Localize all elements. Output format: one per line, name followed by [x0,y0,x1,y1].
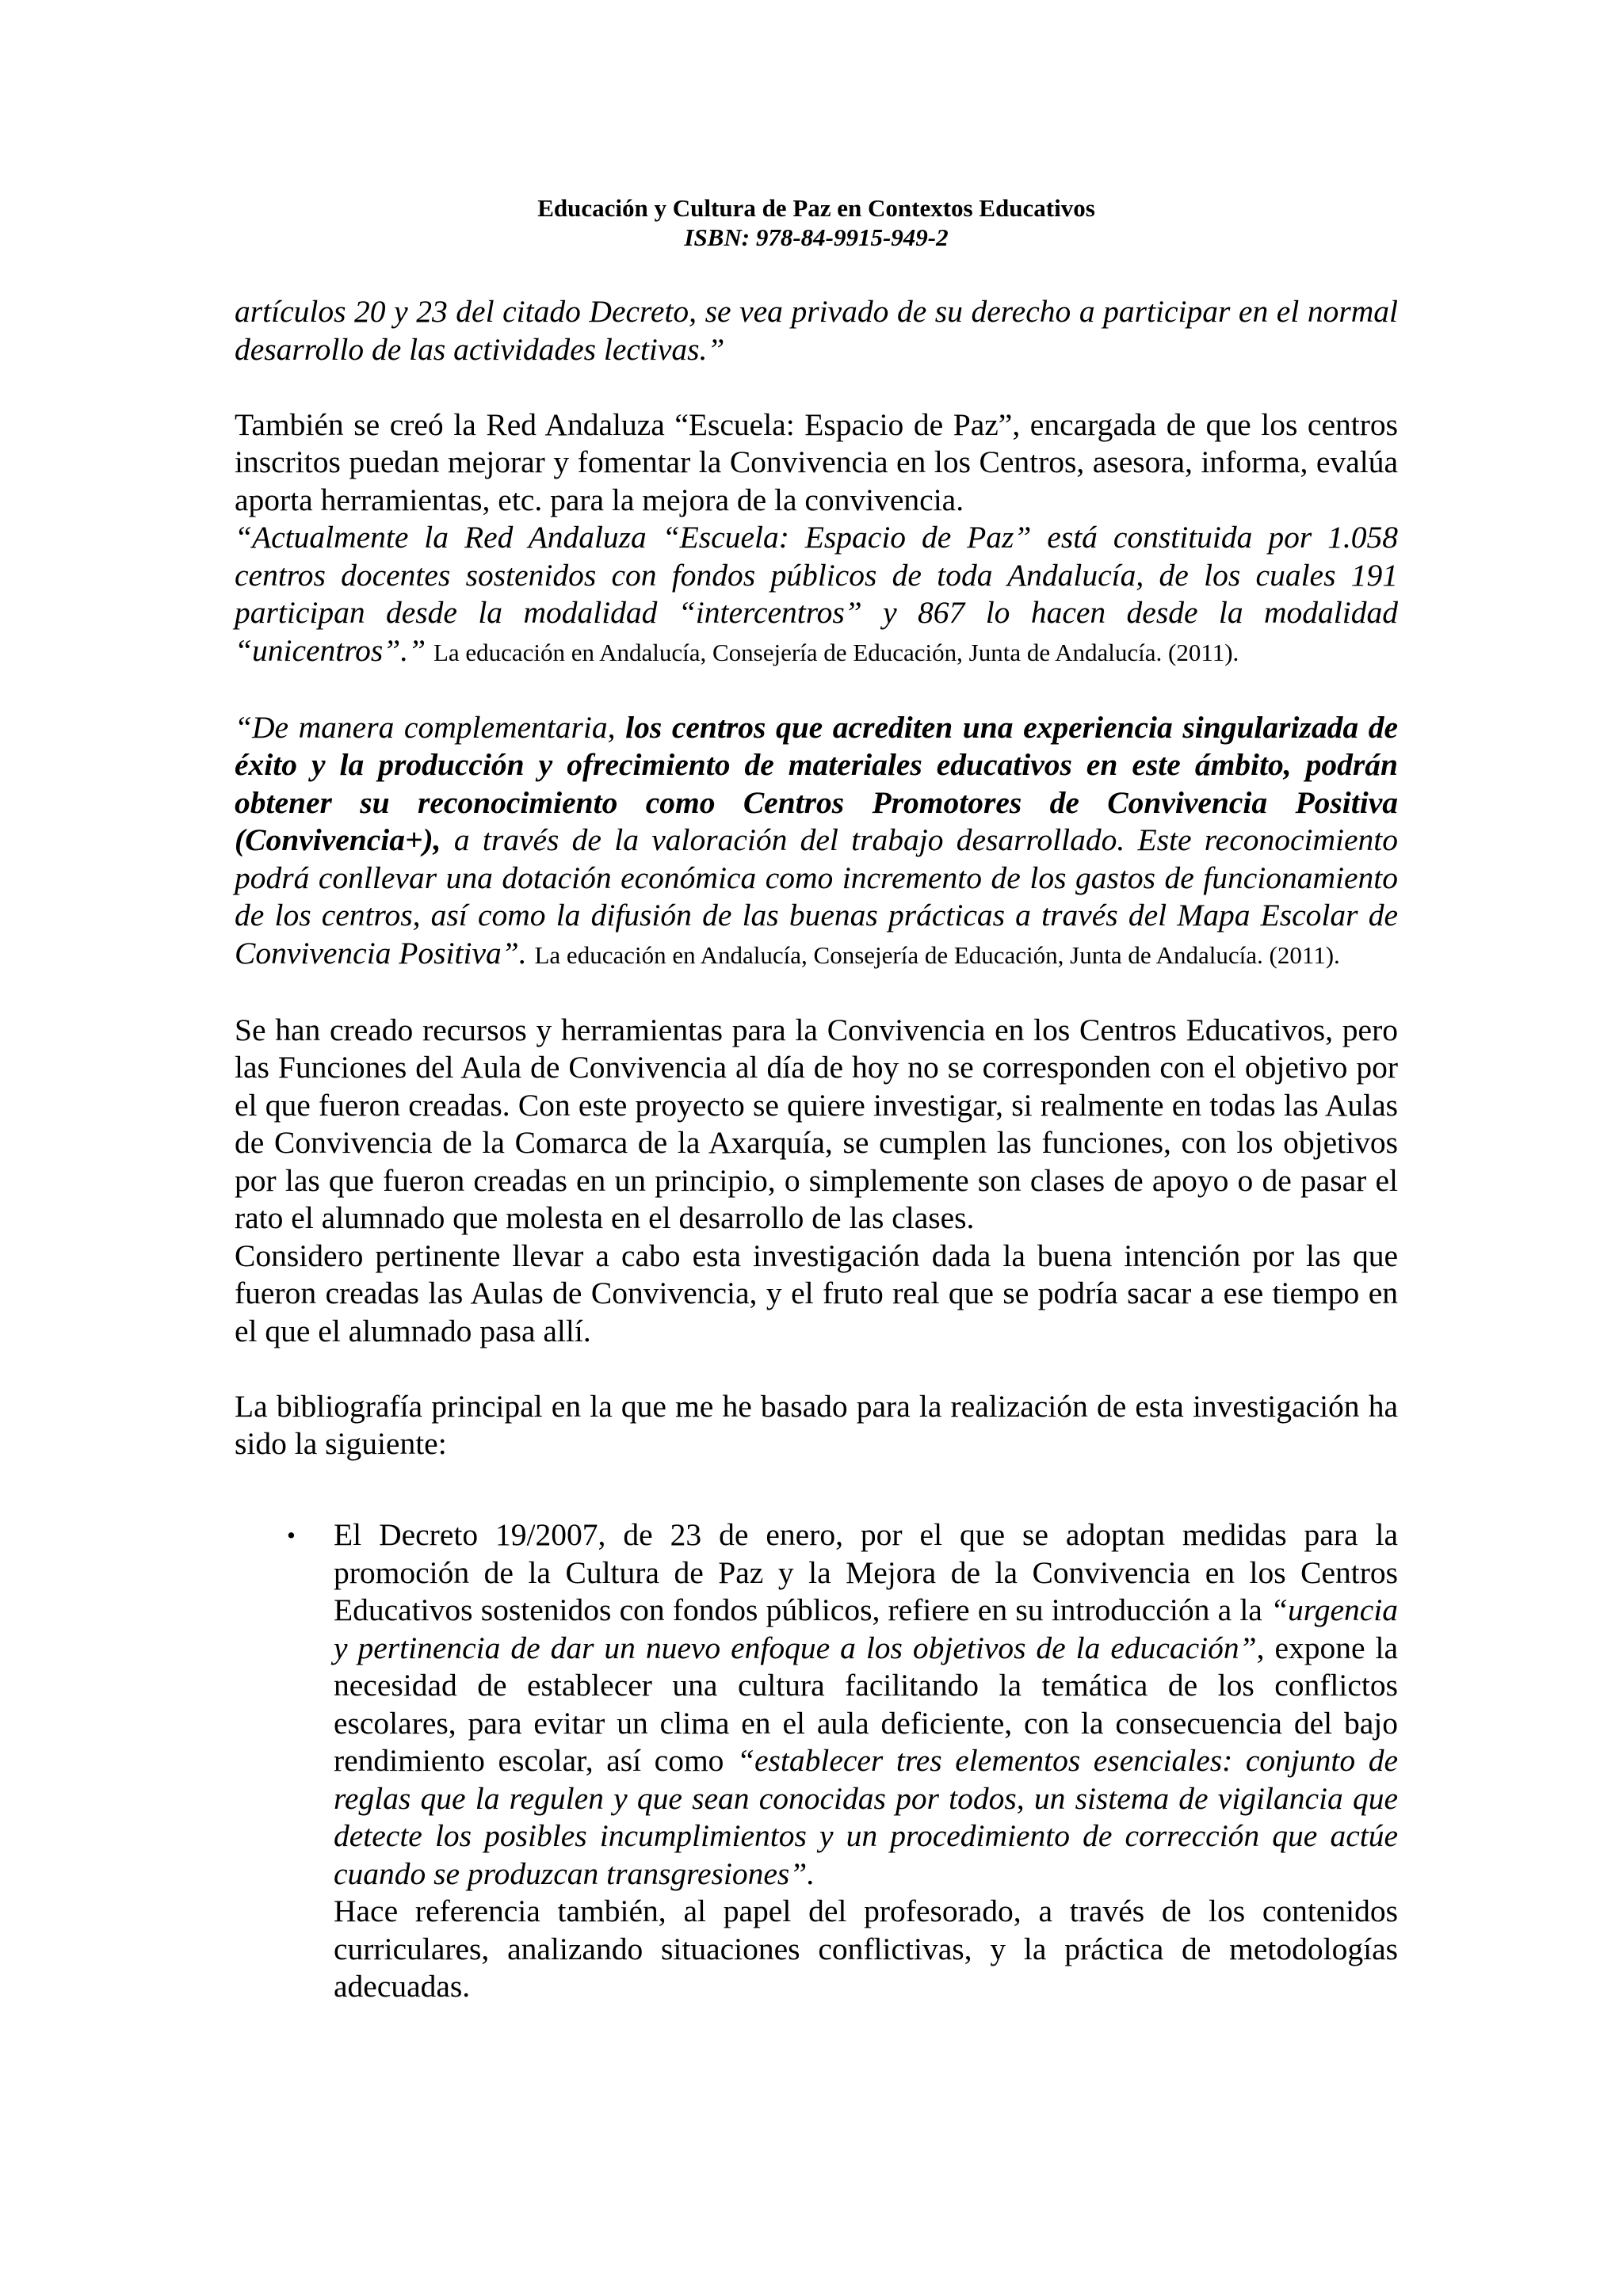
quote-intro: “De manera complementaria, [235,709,616,745]
header-title: Educación y Cultura de Paz en Contextos Educativos [537,194,1095,222]
list-item-text: El Decreto 19/2007, de 23 de enero, por el que se adoptan medidas para la promoción de la Cultura de Paz y la Mejora de la Convivencia en los Centros Educativos sostenidos con fondos públicos, refiere en su introducción a la [334,1517,1398,1627]
paragraph-bibliography-intro: La bibliografía principal en la que me he basado para la realización de esta investigación ha sido la siguiente: [235,1388,1398,1461]
quote-continuation: a través de la valoración del trabajo desarrollado. Este reconocimiento podrá conllevar una dotación económica como incremento de los gastos de funcionamiento de los centros, así como la difusión de las buenas prácticas a través del Mapa Escolar de Convivencia Positiva”. [235,822,1399,971]
bullet-icon: • [287,1521,296,1549]
list-item-text: , expone la necesidad de establecer una cultura facilitando la temática de los conflictos escolares, para evitar un clima en el aula deficiente, con la consecuencia del bajo rendimiento escolar, así como [334,1630,1398,1778]
list-item-continuation: Hace referencia también, al papel del profesorado, a través de los contenidos curriculares, analizando situaciones conflictivas, y la práctica de metodologías adecuadas. [334,1894,1398,2004]
paragraph-convivencia-positiva [235,709,1398,974]
header-isbn: ISBN: 978-84-9915-949-2 [684,223,949,251]
paragraph-project-purpose: Se han creado recursos y herramientas para la Convivencia en los Centros Educativos, pero las Funciones del Aula de Convivencia al día de hoy no se corresponden con el objetivo por el que fueron creadas. Con este proyecto se quiere investigar, si realmente en todas las Aulas de Convivencia de la Comarca de la Axarquía, se cumplen las funciones, con los objetivos por las que fueron creadas en un principio, o simplemente son clases de apoyo o de pasar el rato el alumnado que molesta en el desarrollo de las clases. [235,1012,1398,1235]
bibliography-list [235,1516,1398,2006]
paragraph-pertinence: Considero pertinente llevar a cabo esta investigación dada la buena intención por las que fueron creadas las Aulas de Convivencia, y el fruto real que se podría sacar a ese tiempo en el que el alumnado pasa allí. [235,1238,1398,1348]
citation-source: La educación en Andalucía, Consejería de Educación, Junta de Andalucía. (2011). [534,940,1340,969]
citation-source: La educación en Andalucía, Consejería de Educación, Junta de Andalucía. (2011). [433,638,1239,666]
list-item-quote: “urgencia y pertinencia de dar un nuevo enfoque a los objetivos de la educación” [334,1592,1398,1665]
page-header [235,193,1398,252]
quote-red-andaluza: “Actualmente la Red Andaluza “Escuela: Espacio de Paz” está constituida por 1.058 centros docentes sostenidos con fondos públicos de toda Andalucía, de los cuales 191 participan desde la modalidad “intercentros” y 867 lo hacen desde la modalidad “unicentros”.” [235,520,1398,668]
paragraph-red-andaluza-quote [235,519,1398,671]
quote-bold-emphasis: los centros que acrediten una experiencia singularizada de éxito y la producción y ofrecimiento de materiales educativos en este ámbito, podrán obtener su reconocimiento como Centros Promotores de Convivencia Positiva (Convivencia+), [235,709,1399,857]
paragraph-decree-quote-end: artículos 20 y 23 del citado Decreto, se vea privado de su derecho a participar en el normal desarrollo de las actividades lectivas.” [235,294,1398,367]
paragraph-red-andaluza: También se creó la Red Andaluza “Escuela: Espacio de Paz”, encargada de que los centros inscritos puedan mejorar y fomentar la Convivencia en los Centros, asesora, informa, evalúa aporta herramientas, etc. para la mejora de la convivencia. [235,406,1398,517]
list-item [235,1516,1398,2006]
list-item-quote: “establecer tres elementos esenciales: conjunto de reglas que la regulen y que sean conocidas por todos, un sistema de vigilancia que detecte los posibles incumplimientos y un procedimiento de corrección que actúe cuando se produzcan transgresiones”. [334,1743,1398,1891]
document-body [235,293,1398,2006]
